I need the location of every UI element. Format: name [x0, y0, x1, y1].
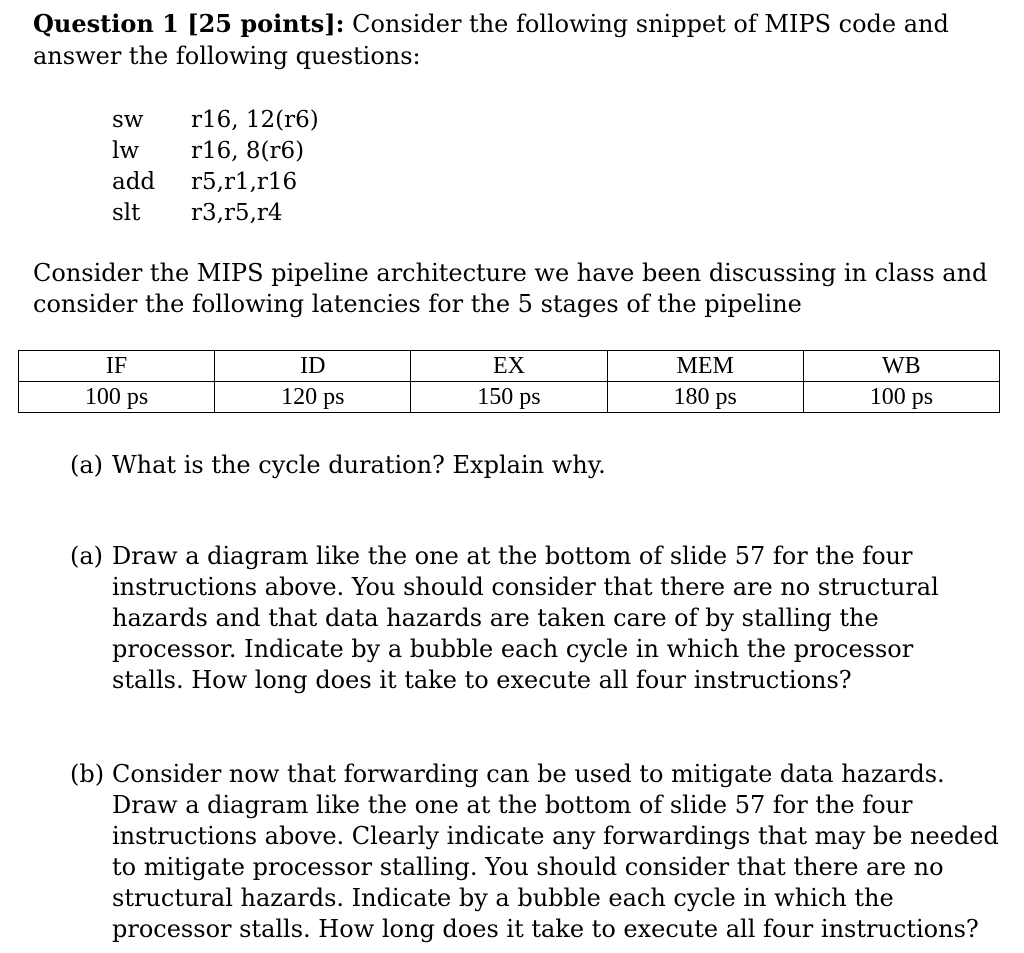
code-line — [112, 198, 319, 229]
pipeline-intro: Consider the MIPS pipeline architecture we have been discussing in class and consider the following latencies for the 5 stages of the pipeline — [33, 259, 988, 318]
part-label: (b) — [70, 760, 105, 788]
latency-cell: 100 ps — [803, 382, 999, 413]
code-operands: r16, 12(r6) — [191, 107, 319, 133]
stage-cell: ID — [215, 351, 411, 382]
question-part — [70, 759, 1000, 945]
code-opcode: sw — [112, 107, 144, 133]
part-text: What is the cycle duration? Explain why. — [112, 451, 606, 479]
question-part — [70, 541, 990, 696]
code-opcode: add — [112, 169, 156, 195]
latency-table — [18, 350, 1000, 413]
part-label: (a) — [70, 542, 104, 570]
latency-cell: 180 ps — [607, 382, 803, 413]
part-text: Consider now that forwarding can be used to mitigate data hazards. Draw a diagram like the one at the bottom of slide 57 for the four instructions above. Clearly indicate any forwardings that may be needed to mitigate processor stalling. You should consider that there are no structural hazards. Indicate by a bubble each cycle in which the processor stalls. How long does it take to execute all four instructions? — [112, 760, 999, 943]
mips-code-snippet — [112, 105, 319, 229]
code-line — [112, 136, 319, 167]
stage-cell: EX — [411, 351, 607, 382]
question-part — [70, 450, 990, 481]
code-operands: r5,r1,r16 — [191, 169, 298, 195]
question-prompt: Consider the following snippet of MIPS code and answer the following questions: — [33, 10, 949, 70]
code-opcode: slt — [112, 200, 141, 226]
code-operands: r16, 8(r6) — [191, 138, 305, 164]
code-opcode: lw — [112, 138, 140, 164]
stage-cell: WB — [803, 351, 999, 382]
part-text: Draw a diagram like the one at the bottom of slide 57 for the four instructions above. You should consider that there are no structural hazards and that data hazards are taken care of by stalling the processor. Indicate by a bubble each cycle in which the processor stalls. How long does it take to execute all four instructions? — [112, 542, 939, 694]
question-title: Question 1 [25 points]: — [33, 9, 345, 38]
stage-cell: IF — [19, 351, 215, 382]
latency-cell: 150 ps — [411, 382, 607, 413]
stage-cell: MEM — [607, 351, 803, 382]
latency-cell: 120 ps — [215, 382, 411, 413]
code-line — [112, 167, 319, 198]
latency-cell: 100 ps — [19, 382, 215, 413]
question-heading — [33, 8, 993, 72]
latency-row — [19, 382, 1000, 413]
part-label: (a) — [70, 451, 104, 479]
stage-row — [19, 351, 1000, 382]
code-line — [112, 105, 319, 136]
code-operands: r3,r5,r4 — [191, 200, 283, 226]
